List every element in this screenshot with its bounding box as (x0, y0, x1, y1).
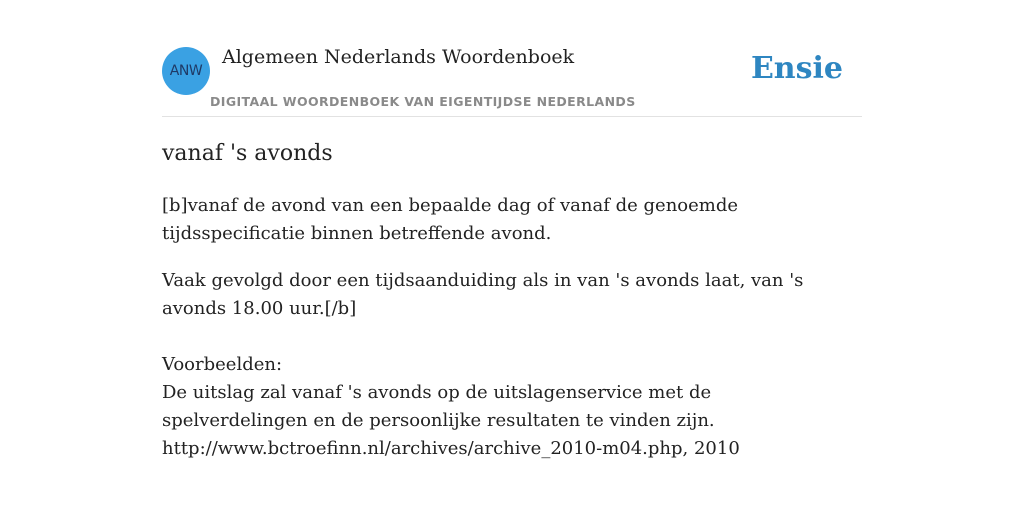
logo-text: ANW (169, 63, 203, 79)
example-source: http://www.bctroefinn.nl/archives/archive_2010-m04.php, 2010 (162, 438, 740, 459)
example-text: De uitslag zal vanaf 's avonds op de uitslagenservice met de spelverdelingen en de persoonlijke resultaten te vinden zijn. (162, 382, 715, 431)
entry-content (162, 138, 862, 463)
entry-definition: [b]vanaf de avond van een bepaalde dag of vanaf de genoemde tijdsspecificatie binnen betreffende avond. (162, 195, 739, 244)
anw-logo[interactable] (162, 47, 210, 95)
ensie-brand-link[interactable]: Ensie (750, 51, 843, 86)
examples-section (162, 351, 862, 463)
examples-label: Voorbeelden: (162, 354, 283, 375)
entry-headword: vanaf 's avonds (162, 141, 333, 166)
site-header (162, 46, 862, 117)
site-title[interactable]: Algemeen Nederlands Woordenboek (222, 46, 575, 68)
entry-note: Vaak gevolgd door een tijdsaanduiding als in van 's avonds laat, van 's avonds 18.00 uur.[/b] (162, 270, 804, 319)
site-subtitle: DIGITAAL WOORDENBOEK VAN EIGENTIJDSE NEDERLANDS (210, 94, 636, 109)
